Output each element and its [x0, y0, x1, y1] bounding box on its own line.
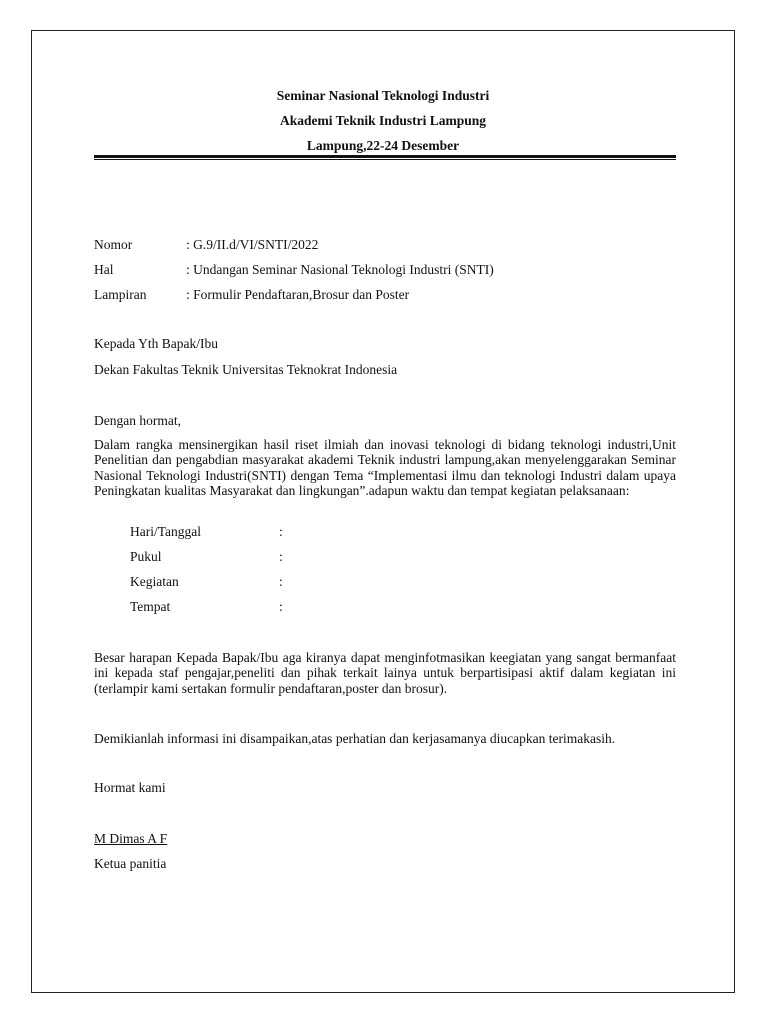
meta-value-nomor: : G.9/II.d/VI/SNTI/2022	[186, 237, 319, 252]
schedule-label-time: Pukul	[130, 549, 162, 564]
header-title: Seminar Nasional Teknologi Industri	[276, 88, 490, 103]
closing-sentence: Demikianlah informasi ini disampaikan,atas perhatian dan kerjasamanya diucapkan terimakasih.	[94, 731, 616, 746]
body-paragraph-1: Dalam rangka mensinergikan hasil riset ilmiah dan inovasi teknologi di bidang teknologi industri,Unit Penelitian dan pengabdian masyarakat akademi Teknik industri lampung,akan menyelenggarakan Seminar Nasional Teknologi Industri(SNTI) dengan Tema “Implementasi ilmu dan teknologi Industri dalam upaya Peningkatan kualitas Masyarakat dan lingkungan”.adapun waktu dan tempat kegiatan pelaksanaan:	[94, 437, 676, 498]
meta-label-lampiran: Lampiran	[94, 287, 147, 302]
schedule-colon-place: :	[279, 599, 283, 614]
meta-label-hal: Hal	[94, 262, 114, 277]
recipient-line-1: Kepada Yth Bapak/Ibu	[94, 336, 218, 351]
recipient-line-2: Dekan Fakultas Teknik Universitas Teknokrat Indonesia	[94, 362, 398, 377]
greeting: Dengan hormat,	[94, 413, 181, 428]
header-place-date: Lampung,22-24 Desember	[306, 138, 460, 153]
signer-title: Ketua panitia	[94, 856, 167, 871]
schedule-colon-activity: :	[279, 574, 283, 589]
header-institution: Akademi Teknik Industri Lampung	[280, 113, 486, 128]
meta-label-nomor: Nomor	[94, 237, 133, 252]
schedule-label-place: Tempat	[130, 599, 171, 614]
meta-value-lampiran: : Formulir Pendaftaran,Brosur dan Poster	[186, 287, 410, 302]
meta-value-hal: : Undangan Seminar Nasional Teknologi Industri (SNTI)	[186, 262, 494, 277]
signoff: Hormat kami	[94, 780, 166, 795]
schedule-label-date: Hari/Tanggal	[130, 524, 202, 539]
body-paragraph-2: Besar harapan Kepada Bapak/Ibu aga kiranya dapat menginfotmasikan keegiatan yang sangat bermanfaat ini kepada staf pengajar,peneliti dan pihak terkait lainya untuk berpartisipasi aktif dalam kegiatan ini (terlampir kami sertakan formulir pendaftaran,poster dan brosur).	[94, 650, 676, 696]
schedule-colon-time: :	[279, 549, 283, 564]
header-rule-thick	[94, 155, 676, 158]
schedule-colon-date: :	[279, 524, 283, 539]
schedule-label-activity: Kegiatan	[130, 574, 179, 589]
letter-page	[31, 30, 735, 993]
signer-name: M Dimas A F	[94, 831, 168, 846]
header-rule-thin	[94, 159, 676, 160]
